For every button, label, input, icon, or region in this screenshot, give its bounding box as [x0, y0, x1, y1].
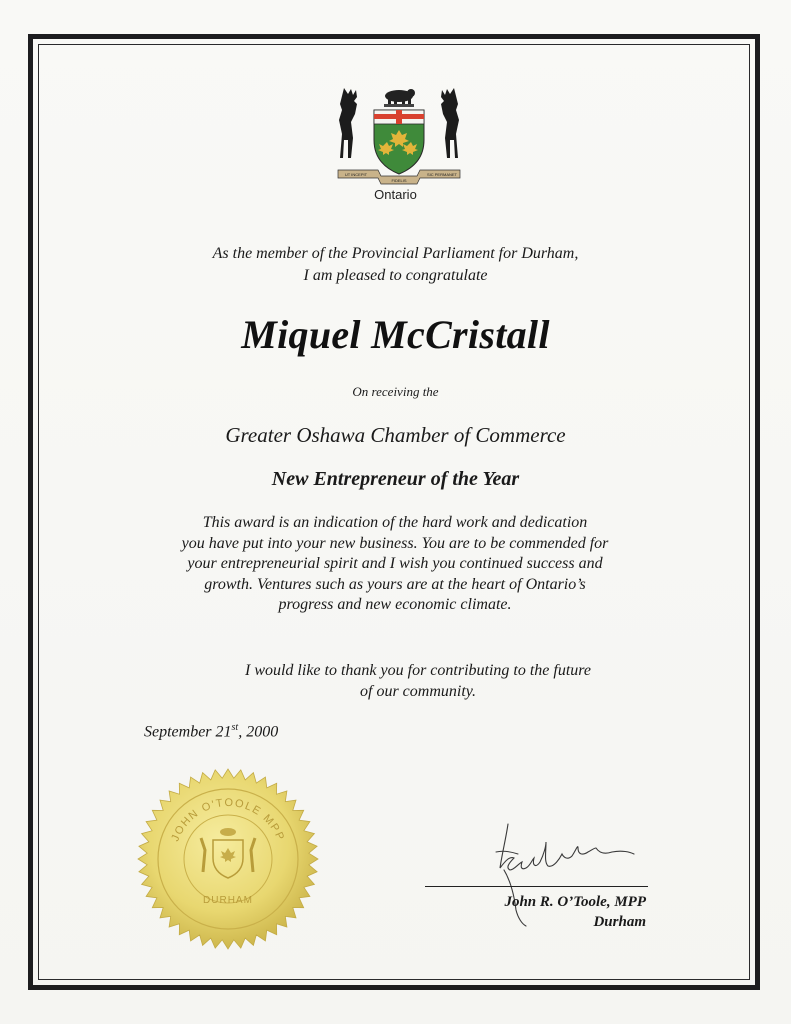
date-prefix: September 21: [144, 723, 232, 741]
organization-name: Greater Oshawa Chamber of Commerce: [225, 423, 566, 447]
signature-line: [425, 886, 648, 887]
thanks-line-1: I would like to thank you for contributing to the future: [244, 662, 592, 679]
description-line-3: your entrepreneurial spirit and I wish you continued success and: [187, 555, 603, 572]
signer-block: [430, 892, 646, 932]
signer-name: John R. O’Toole, MPP: [504, 894, 646, 910]
intro-text: [0, 243, 791, 287]
signer-riding: Durham: [593, 914, 646, 930]
intro-line-2: I am pleased to congratulate: [303, 267, 488, 284]
crest-motto-left: UT INCEPIT: [344, 172, 368, 177]
award-description: [140, 513, 650, 616]
seal-ring-text: JOHN O'TOOLE MPP: [169, 796, 287, 844]
description-line-2: you have put into your new business. You are to be commended for: [181, 534, 609, 552]
date-year: , 2000: [238, 723, 279, 741]
ontario-coat-of-arms-icon: [336, 82, 462, 192]
date-ordinal: st: [231, 722, 239, 733]
description-line-4: growth. Ventures such as yours are at the heart of Ontario’s: [204, 575, 586, 593]
on-receiving-text: On receiving the: [352, 384, 439, 399]
thanks-line-2: of our community.: [360, 683, 476, 700]
description-line-5: progress and new economic climate.: [278, 596, 512, 613]
thanks-text: [140, 660, 696, 702]
intro-line-1: As the member of the Provincial Parliament for Durham,: [212, 245, 579, 262]
crest-caption: Ontario: [374, 187, 417, 202]
crest-motto-center: FIDELIS: [391, 178, 407, 183]
recipient-name: Miquel McCristall: [241, 312, 550, 357]
award-date: [144, 722, 278, 741]
award-title: New Entrepreneur of the Year: [271, 468, 520, 490]
seal-bottom-text: DURHAM: [203, 895, 253, 906]
description-line-1: This award is an indication of the hard work and dedication: [202, 514, 588, 531]
gold-seal-icon: [137, 768, 319, 950]
crest-motto-right: SIC PERMANET: [426, 172, 458, 177]
